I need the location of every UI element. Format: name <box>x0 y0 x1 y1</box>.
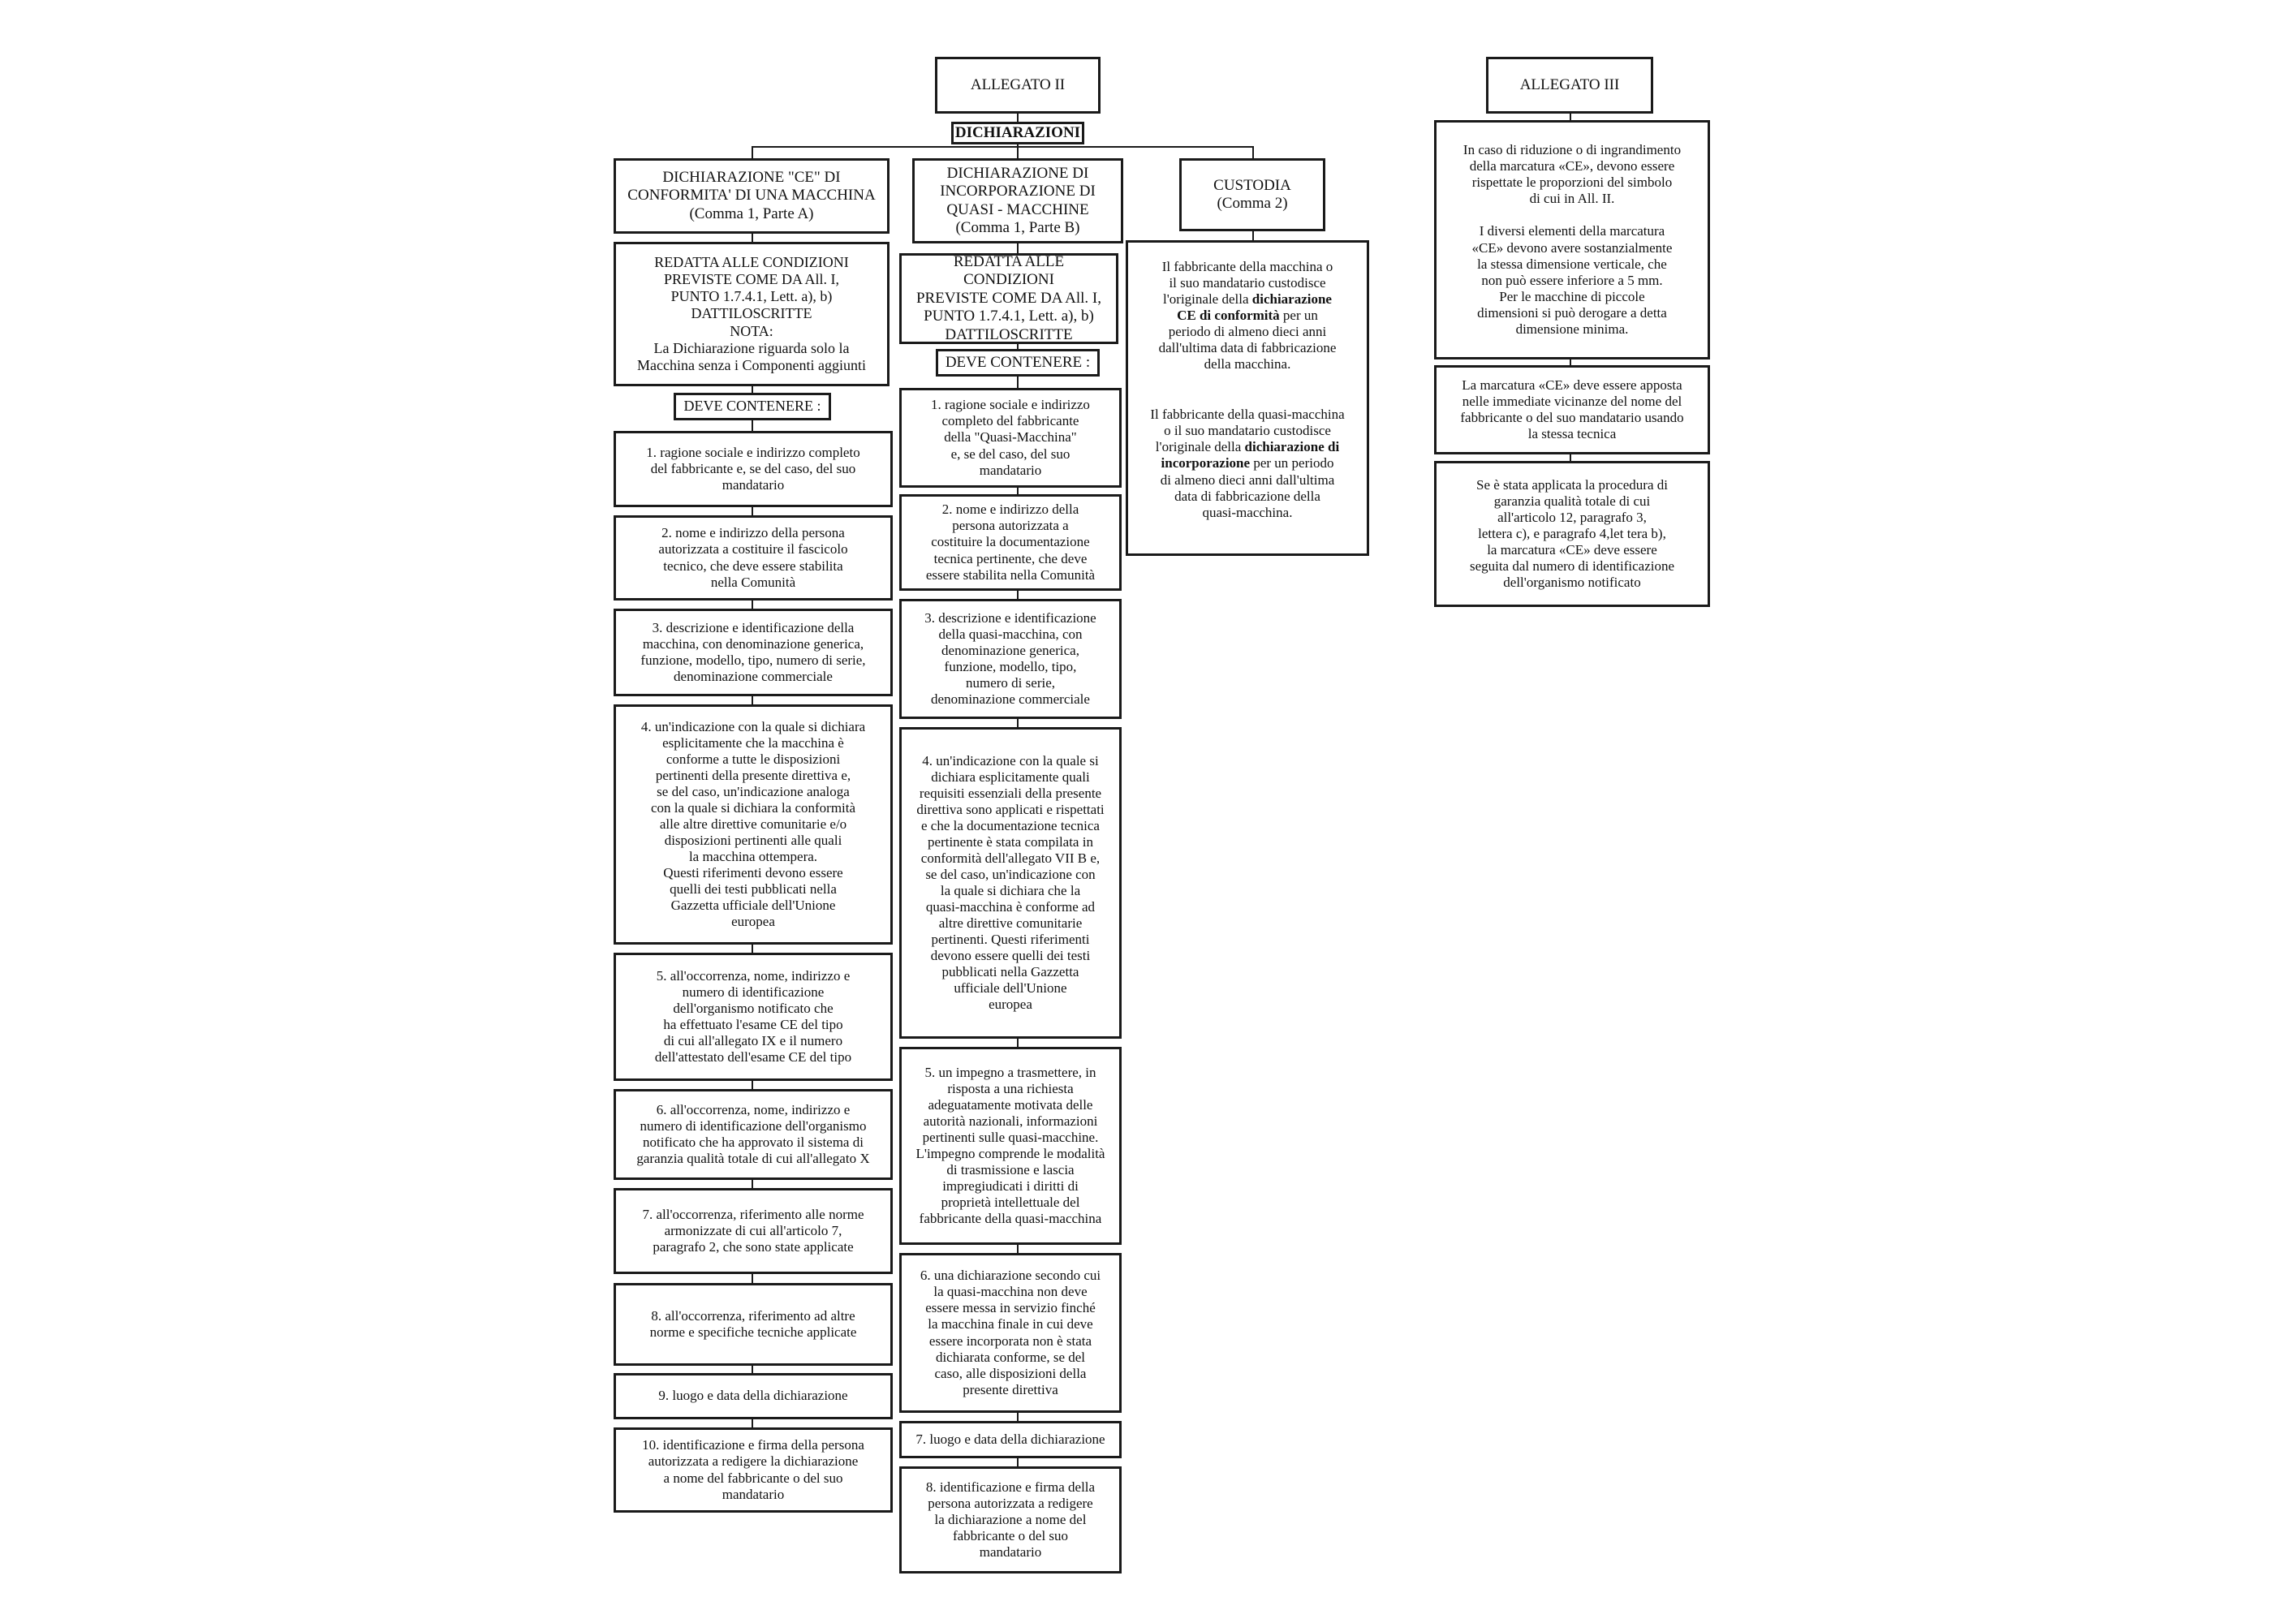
connector <box>1017 377 1019 388</box>
connector <box>1570 114 1571 120</box>
allegato-iii-title: ALLEGATO III <box>1486 57 1653 114</box>
connector <box>1017 1245 1019 1253</box>
col-a-item: 2. nome e indirizzo della persona autorizzata a costituire il fascicolo tecnico, che deve essere stabilita nella Comunità <box>614 515 893 601</box>
connector <box>752 146 753 158</box>
col-a-item: 6. all'occorrenza, nome, indirizzo e numero di identificazione dell'organismo notificato che ha approvato il sistema di garanzia qualità totale di cui all'allegato X <box>614 1089 893 1180</box>
connector <box>752 386 753 393</box>
connector <box>1017 243 1019 253</box>
col-b-item: 1. ragione sociale e indirizzo completo del fabbricante della "Quasi-Macchina" e, se del caso, del suo mandatario <box>899 388 1122 488</box>
connector <box>1017 488 1019 494</box>
connector <box>752 507 753 515</box>
connector <box>1252 231 1254 240</box>
allegato-iii-box-1: In caso di riduzione o di ingrandimento della marcatura «CE», devono essere rispettate le proporzioni del simbolo di cui in All. II. I diversi elementi della marcatura «CE» devono avere sostanzialmente la stessa dimensione verticale, che non può essere inferiore a 5 mm. Per le macchine di piccole dimensioni si può derogare a detta dimensione minima. <box>1434 120 1710 359</box>
col-b-deve-contenere: DEVE CONTENERE : <box>936 349 1100 377</box>
col-a-redatta: REDATTA ALLE CONDIZIONI PREVISTE COME DA All. I, PUNTO 1.7.4.1, Lett. a), b) DATTILOSCRITTE NOTA: La Dichiarazione riguarda solo la Macchina senza i Componenti aggiunti <box>614 242 890 386</box>
col-b-redatta: REDATTA ALLE CONDIZIONI PREVISTE COME DA All. I, PUNTO 1.7.4.1, Lett. a), b) DATTILOSCRITTE <box>899 253 1118 344</box>
custodia-paragraph-1: Il fabbricante della macchina o il suo mandatario custodisce l'originale della dichiarazione CE di conformità per un periodo di almeno dieci anni dall'ultima data di fabbricazione della macchina. <box>1158 259 1337 372</box>
col-c-heading: CUSTODIA (Comma 2) <box>1179 158 1325 231</box>
custodia-paragraph-2: Il fabbricante della quasi-macchina o il suo mandatario custodisce l'originale della dichiarazione di incorporazione per un periodo di almeno dieci anni dall'ultima data di fabbricazione della quasi-macchina. <box>1150 407 1345 520</box>
col-c-custodia-text <box>1126 240 1369 556</box>
connector <box>1017 146 1019 158</box>
connector <box>752 1366 753 1373</box>
col-a-item: 4. un'indicazione con la quale si dichiara esplicitamente che la macchina è conforme a tutte le disposizioni pertinenti della presente direttiva e, se del caso, un'indicazione analoga con la quale si dichiara la conformità alle altre direttive comunitarie e/o disposizioni pertinenti alle quali la macchina ottempera. Questi riferimenti devono essere quelli dei testi pubblicati nella Gazzetta ufficiale dell'Unione europea <box>614 704 893 945</box>
connector <box>1017 1039 1019 1047</box>
col-a-item: 9. luogo e data della dichiarazione <box>614 1373 893 1419</box>
col-a-item: 5. all'occorrenza, nome, indirizzo e numero di identificazione dell'organismo notificato che ha effettuato l'esame CE del tipo di cui all'allegato IX e il numero dell'attestato dell'esame CE del tipo <box>614 953 893 1081</box>
connector <box>1017 719 1019 727</box>
allegato-iii-box-3: Se è stata applicata la procedura di garanzia qualità totale di cui all'articolo 12, paragrafo 3, lettera c), e paragrafo 4,let tera b), la marcatura «CE» deve essere seguita dal numero di identificazione dell'organismo notificato <box>1434 461 1710 607</box>
connector <box>752 234 753 242</box>
connector <box>752 601 753 609</box>
allegato-iii-box-2: La marcatura «CE» deve essere apposta nelle immediate vicinanze del nome del fabbricante o del suo mandatario usando la stessa tecnica <box>1434 365 1710 454</box>
connector <box>1017 1458 1019 1466</box>
connector <box>752 1081 753 1089</box>
connector <box>1017 1413 1019 1421</box>
col-a-item: 1. ragione sociale e indirizzo completo del fabbricante e, se del caso, del suo mandatario <box>614 431 893 507</box>
col-a-item: 10. identificazione e firma della persona autorizzata a redigere la dichiarazione a nome del fabbricante o del suo mandatario <box>614 1427 893 1513</box>
col-b-item: 6. una dichiarazione secondo cui la quasi-macchina non deve essere messa in servizio finché la macchina finale in cui deve essere incorporata non è stata dichiarata conforme, se del caso, alle disposizioni della presente direttiva <box>899 1253 1122 1413</box>
col-b-heading: DICHIARAZIONE DI INCORPORAZIONE DI QUASI - MACCHINE (Comma 1, Parte B) <box>912 158 1123 243</box>
col-a-deve-contenere: DEVE CONTENERE : <box>674 393 831 420</box>
connector <box>752 1180 753 1188</box>
col-b-item: 5. un impegno a trasmettere, in risposta a una richiesta adeguatamente motivata delle autorità nazionali, informazioni pertinenti sulle quasi-macchine. L'impegno comprende le modalità di trasmissione e lascia impregiudicati i diritti di proprietà intellettuale del fabbricante della quasi-macchina <box>899 1047 1122 1245</box>
col-b-item: 8. identificazione e firma della persona autorizzata a redigere la dichiarazione a nome del fabbricante o del suo mandatario <box>899 1466 1122 1573</box>
col-a-item: 3. descrizione e identificazione della macchina, con denominazione generica, funzione, modello, tipo, numero di serie, denominazione commerciale <box>614 609 893 696</box>
col-b-item: 3. descrizione e identificazione della quasi-macchina, con denominazione generica, funzione, modello, tipo, numero di serie, denominazione commerciale <box>899 599 1122 719</box>
allegato-ii-title: ALLEGATO II <box>935 57 1101 114</box>
col-b-item: 2. nome e indirizzo della persona autorizzata a costituire la documentazione tecnica pertinente, che deve essere stabilita nella Comunità <box>899 494 1122 591</box>
col-a-item: 8. all'occorrenza, riferimento ad altre norme e specifiche tecniche applicate <box>614 1283 893 1366</box>
connector <box>1570 359 1571 365</box>
col-a-heading: DICHIARAZIONE "CE" DI CONFORMITA' DI UNA MACCHINA (Comma 1, Parte A) <box>614 158 890 234</box>
col-b-item: 7. luogo e data della dichiarazione <box>899 1421 1122 1458</box>
connector <box>752 146 1253 148</box>
connector <box>752 945 753 953</box>
dichiarazioni-label: DICHIARAZIONI <box>951 122 1084 144</box>
connector <box>752 696 753 704</box>
connector <box>752 1274 753 1283</box>
connector <box>1252 146 1254 158</box>
connector <box>752 1419 753 1427</box>
connector <box>752 420 753 431</box>
connector <box>1017 591 1019 599</box>
col-b-item: 4. un'indicazione con la quale si dichiara esplicitamente quali requisiti essenziali della presente direttiva sono applicati e rispettati e che la documentazione tecnica pertinente è stata compilata in conformità dell'allegato VII B e, se del caso, un'indicazione con la quale si dichiara che la quasi-macchina è conforme ad altre direttive comunitarie pertinenti. Questi riferimenti devono essere quelli dei testi pubblicati nella Gazzetta ufficiale dell'Unione europea <box>899 727 1122 1039</box>
connector <box>1570 454 1571 461</box>
col-a-item: 7. all'occorrenza, riferimento alle norme armonizzate di cui all'articolo 7, paragrafo 2, che sono state applicate <box>614 1188 893 1274</box>
